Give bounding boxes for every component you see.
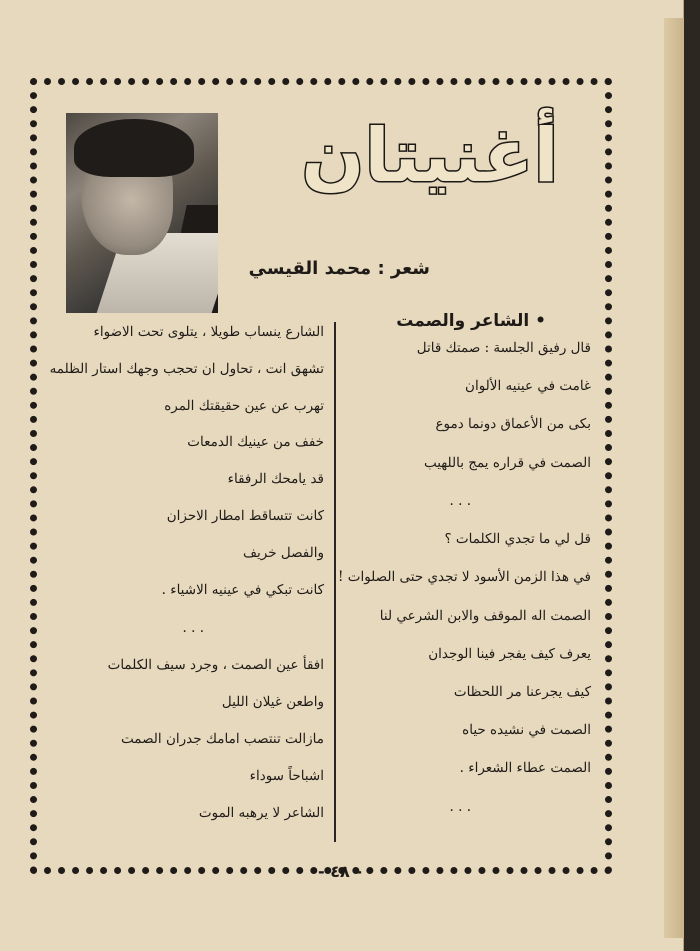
poem-line: اشباحاً سوداء <box>249 768 324 784</box>
column-divider <box>334 322 336 842</box>
poem-line: افقأ عين الصمت ، وجرد سيف الكلمات <box>107 657 324 673</box>
poem-line: الصمت اله الموقف والابن الشرعي لنا <box>379 608 591 624</box>
poem-line: في هذا الزمن الأسود لا تجدي حتى الصلوات ! <box>338 569 591 585</box>
poem-line: بكى من الأعماق دونما دموع <box>435 416 591 432</box>
poem-line: خفف من عينيك الدمعات <box>187 434 324 450</box>
poem-line: قل لي ما تجدي الكلمات ؟ <box>444 531 591 547</box>
right-column <box>338 342 591 842</box>
left-column <box>49 322 324 842</box>
poem-line: كانت تتساقط امطار الاحزان <box>166 508 324 524</box>
section-title: • الشاعر والصمت <box>396 311 546 331</box>
page-title: أغنيتان <box>301 113 559 199</box>
poem-line: مازالت تنتصب امامك جدران الصمت <box>121 731 324 747</box>
poem-line: تهرب عن عين حقيقتك المره <box>164 398 324 414</box>
ellipsis: . . . <box>449 493 471 509</box>
poem-line: والفصل خريف <box>243 545 324 561</box>
poem-line: الصمت في نشيده حياه <box>462 722 591 738</box>
poem-line: تشهق انت ، تحاول ان تحجب وجهك استار الظلمه <box>49 361 324 377</box>
poem-line: الصمت عطاء الشعراء . <box>459 760 591 776</box>
poem-line: الصمت في قراره يمج باللهيب <box>423 455 591 471</box>
page-number: - ٤٨ - <box>318 862 362 881</box>
ellipsis: . . . <box>449 799 471 815</box>
poem-line: واطعن غيلان الليل <box>221 694 324 710</box>
poet-photo <box>66 113 218 313</box>
poem-line: كانت تبكي في عينيه الاشياء . <box>161 582 324 598</box>
poem-line: قد يامحك الرفقاء <box>227 471 324 487</box>
byline: شعر : محمد القيسي <box>248 258 430 279</box>
poem-line: الشارع ينساب طويلا ، يتلوى تحت الاضواء <box>93 324 324 340</box>
poem-line: يعرف كيف يفجر فينا الوجدان <box>428 646 591 662</box>
poem-line: غامت في عينيه الألوان <box>465 378 591 394</box>
poem-line: الشاعر لا يرهبه الموت <box>198 805 324 821</box>
poem-line: قال رفيق الجلسة : صمتك قاتل <box>416 340 591 356</box>
page-edge <box>664 18 684 938</box>
ellipsis: . . . <box>182 620 204 636</box>
poem-line: كيف يجرعنا مر اللحظات <box>453 684 591 700</box>
